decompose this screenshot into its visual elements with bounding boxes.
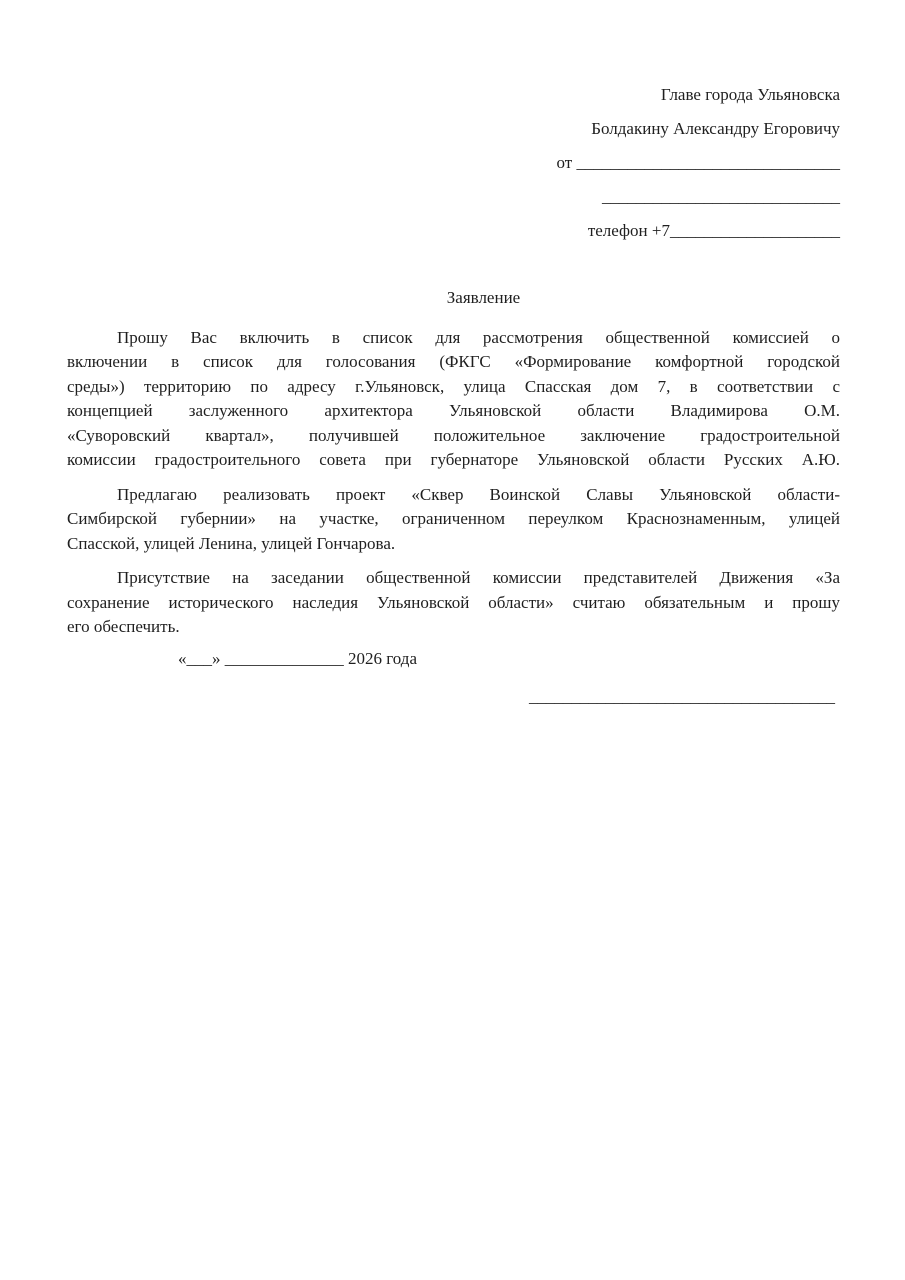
body-line: Присутствие на заседании общественной комиссии представителей Движения «За [117,568,840,587]
addressee-line-1: Главе города Ульяновска [660,85,840,104]
body-line: концепцией заслуженного архитектора Ульяновской области Владимирова О.М. [67,401,840,420]
body-line: Спасской, улицей Ленина, улицей Гончарова. [67,533,396,553]
body-line: его обеспечить. [67,617,180,636]
date-fill-in-line: «___» ______________ 2026 года [178,648,418,668]
body-line: комиссии градостроительного совета при губернаторе Ульяновской области Русских А.Ю. [67,450,840,469]
paragraph-proposal [67,483,840,557]
document-title: Заявление [446,288,521,307]
phone-fill-in-line: телефон +7____________________ [587,221,840,240]
paragraph-request [67,326,840,473]
body-line: Симбирской губернии» на участке, ограниченном переулком Краснознаменным, улицей [67,509,840,528]
body-line: Предлагаю реализовать проект «Сквер Воинской Славы Ульяновской области- [117,484,840,504]
paragraph-attendance [67,566,840,640]
signature-fill-in-line: ____________________________________ [529,687,835,706]
body-line: Прошу Вас включить в список для рассмотрения общественной комиссией о [117,327,840,347]
addressee-line-2: Болдакину Александру Егоровичу [591,119,840,138]
body-line: включении в список для голосования (ФКГС «Формирование комфортной городской [67,352,840,371]
from-fill-in-line: от _______________________________ [556,153,840,172]
body-line: сохранение исторического наследия Ульяновской области» считаю обязательным и прошу [67,592,840,612]
from-fill-in-continuation-line: ____________________________ [602,187,840,206]
addressee-block [0,78,840,248]
body-line: «Суворовский квартал», получившей положительное заключение градостроительной [67,425,840,445]
body-line: среды») территорию по адресу г.Ульяновск, улица Спасская дом 7, в соответствии с [67,376,840,396]
document-body [67,326,840,640]
